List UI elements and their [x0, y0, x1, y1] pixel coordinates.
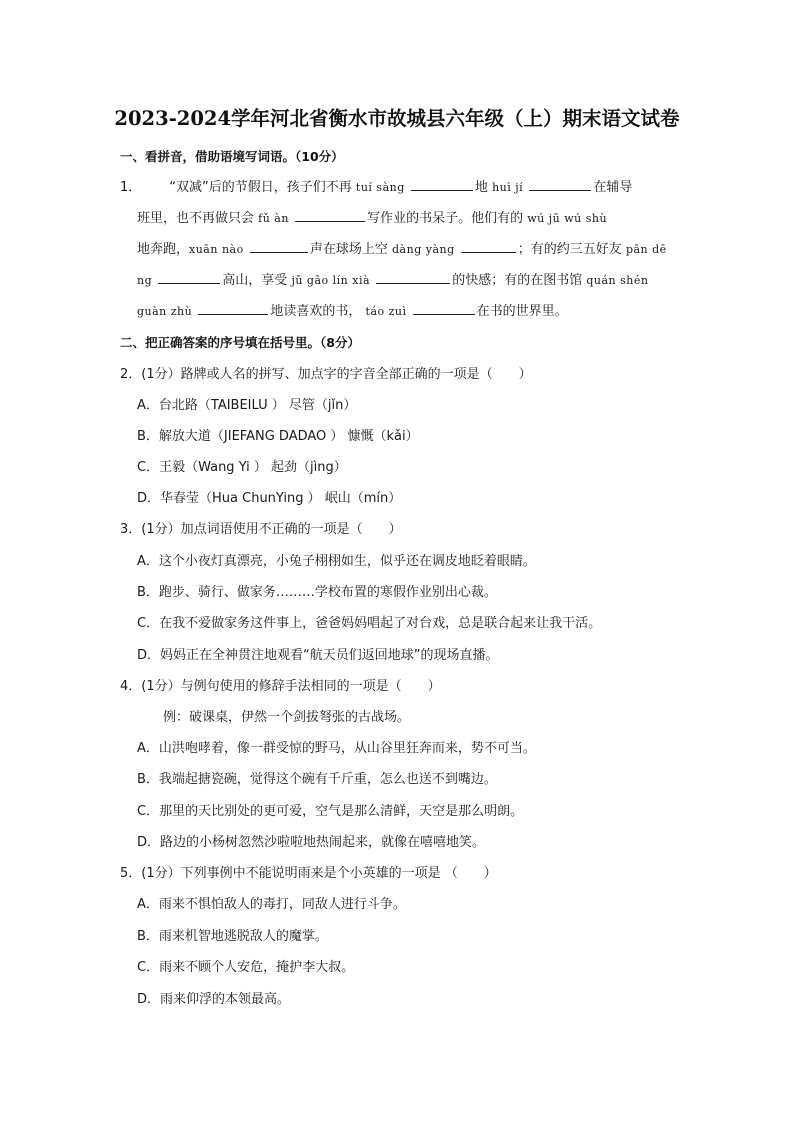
q1-text-1a: “双减”后的节假日，孩子们不再 — [169, 180, 352, 195]
q1-text-4b: 高山，享受 — [222, 273, 288, 288]
q1-text-5b: 地读喜欢的书， — [270, 304, 362, 319]
q1-line-2 — [137, 207, 607, 226]
q4-option-c[interactable]: C．那里的天比别处的更可爱，空气是那么清鲜，天空是那么明朗。 — [137, 804, 524, 819]
q1-answer-blank-3[interactable] — [295, 210, 365, 222]
q4-stem: 4．(1分）与例句使用的修辞手法相同的一项是（ ） — [120, 679, 441, 694]
q3-option-c[interactable]: C．在我不爱做家务这件事上，爸爸妈妈唱起了对台戏，总是联合起来让我干活。 — [137, 616, 602, 631]
q1-pinyin-2: huì jí — [492, 181, 524, 194]
q5-option-b[interactable]: B．雨来机智地逃脱敌人的魔掌。 — [137, 929, 328, 944]
q2-option-b[interactable]: B．解放大道（JIEFANG DADAO ） 慷慨（kǎi） — [137, 429, 419, 444]
q1-pinyin-3: fǔ àn — [258, 212, 289, 225]
q1-text-4c: 的快感；有的在图书馆 — [452, 273, 583, 288]
section-heading-2: 二、把正确答案的序号填在括号里。（8分） — [120, 335, 360, 350]
q1-pinyin-10: táo zuì — [365, 305, 407, 318]
q1-pinyin-9: quán shén — [586, 274, 649, 287]
q1-pinyin-8: jū gāo lín xià — [291, 274, 371, 287]
q4-option-a[interactable]: A．山洪咆哮着，像一群受惊的野马，从山谷里狂奔而来，势不可当。 — [137, 741, 536, 756]
q4-option-d[interactable]: D．路边的小杨树忽然沙啦啦地热闹起来，就像在嘻嘻地笑。 — [137, 835, 486, 850]
q1-answer-blank-8[interactable] — [198, 303, 268, 315]
q1-text-1c: 在辅导 — [593, 180, 633, 195]
q5-option-c[interactable]: C．雨来不顾个人安危，掩护李大叔。 — [137, 960, 355, 975]
q4-example: 例：破课桌，伊然一个剑拔弩张的古战场。 — [163, 710, 411, 725]
q1-answer-blank-4[interactable] — [250, 241, 308, 253]
q5-stem: 5．(1分）下列事例中不能说明雨来是个小英雄的一项是 （ ） — [120, 866, 497, 881]
section-heading-1: 一、看拼音，借助语境写词语。（10分） — [120, 149, 344, 164]
q1-text-5c: 在书的世界里。 — [476, 304, 568, 319]
q4-option-b[interactable]: B．我端起搪瓷碗，觉得这个碗有千斤重，怎么也送不到嘴边。 — [137, 772, 497, 787]
q1-answer-blank-1[interactable] — [411, 179, 473, 191]
q1-pinyin-5: xuān nào — [189, 243, 244, 256]
q3-stem: 3．(1分）加点词语使用不正确的一项是（ ） — [120, 522, 402, 537]
q2-option-d[interactable]: D．华春莹（Hua ChunYing ） 岷山（mín） — [137, 491, 402, 506]
q1-text-3b: 声在球场上空 — [309, 242, 388, 257]
q2-stem: 2．(1分）路牌或人名的拼写、加点字的字音全部正确的一项是（ ） — [120, 367, 532, 382]
q1-pinyin-7: pān dē — [625, 243, 667, 256]
q3-option-a[interactable]: A．这个小夜灯真漂亮，小兔子栩栩如生，似乎还在调皮地眨着眼睛。 — [137, 554, 536, 569]
q1-pinyin-9-cont: guàn zhù — [137, 305, 193, 318]
q1-answer-blank-5[interactable] — [461, 241, 516, 253]
q2-option-c[interactable]: C．王毅（Wang Yi ） 起劲（jìng） — [137, 460, 347, 475]
q1-text-3c: ；有的约三五好友 — [517, 242, 622, 257]
q1-line-5 — [137, 300, 568, 319]
q1-answer-blank-7[interactable] — [376, 272, 450, 284]
q1-answer-blank-2[interactable] — [529, 179, 591, 191]
page-title: 2023-2024学年河北省衡水市故城县六年级（上）期末语文试卷 — [114, 107, 680, 130]
q1-text-2b: 写作业的书呆子。他们有的 — [367, 211, 524, 226]
q1-text-1b: 地 — [474, 180, 488, 195]
q1-answer-blank-6[interactable] — [158, 272, 220, 284]
q1-pinyin-7-cont: ng — [137, 274, 153, 287]
q1-pinyin-4: wú jū wú shù — [527, 212, 608, 225]
q1-text-2a: 班里，也不再做只会 — [137, 211, 255, 226]
q3-option-d[interactable]: D．妈妈正在全神贯注地观看“航天员们返回地球”的现场直播。 — [137, 648, 499, 663]
q1-text-3a: 地奔跑， — [137, 242, 190, 257]
q1-line-1 — [120, 176, 632, 195]
q1-pinyin-6: dàng yàng — [392, 243, 455, 256]
q5-option-d[interactable]: D．雨来仰浮的本领最高。 — [137, 992, 291, 1007]
q1-pinyin-1: tuí sàng — [355, 181, 405, 194]
q2-option-a[interactable]: A．台北路（TAIBEILU ） 尽管（jǐn） — [137, 398, 357, 413]
q1-line-4 — [137, 269, 648, 288]
q5-option-a[interactable]: A．雨来不惧怕敌人的毒打，同敌人进行斗争。 — [137, 897, 406, 912]
q3-option-b[interactable]: B．跑步、骑行、做家务………学校布置的寒假作业别出心裁。 — [137, 585, 497, 600]
q1-answer-blank-9[interactable] — [413, 303, 475, 315]
q1-line-3 — [137, 238, 667, 257]
q1-number: 1． — [120, 180, 142, 195]
